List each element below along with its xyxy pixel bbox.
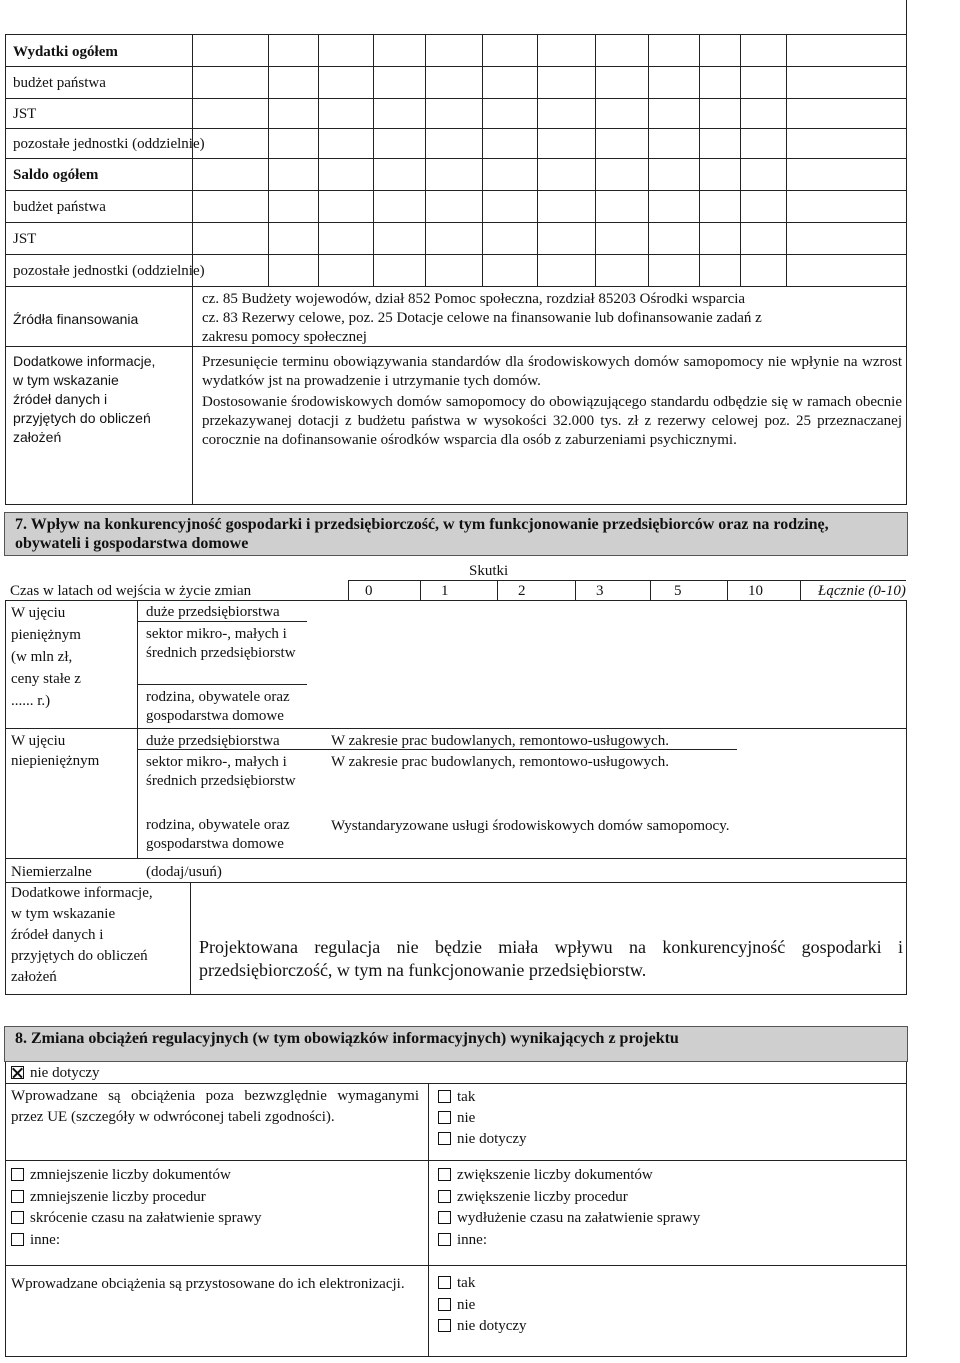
- option-fewer-documents[interactable]: zmniejszenie liczby dokumentów: [11, 1165, 262, 1187]
- sources-label: Źródła finansowania: [13, 311, 139, 327]
- section-8-header: 8. Zmiana obciążeń regulacyjnych (w tym obowiązków informacyjnych) wynikających z projektu: [4, 1026, 908, 1062]
- row-label-other-units-2: pozostałe jednostki (oddzielnie): [13, 263, 205, 279]
- q2-option-nie-dotyczy[interactable]: nie dotyczy: [438, 1316, 527, 1338]
- row-label-state-budget-2: budżet państwa: [13, 199, 106, 215]
- additional-info-label: Dodatkowe informacje, w tym wskazanie źródeł danych i przyjętych do obliczeń założeń: [13, 353, 156, 445]
- year-10: 10: [748, 583, 763, 599]
- monetary-label: W ujęciu pieniężnym (w mln zł, ceny stałe z ...... r.): [11, 605, 81, 709]
- row-label-total-expenses: Wydatki ogółem: [13, 44, 118, 60]
- nonmonetary-label: W ujęciu niepieniężnym: [11, 733, 100, 769]
- q2-text: Wprowadzane obciążenia są przystosowane do ich elektronizacji.: [11, 1276, 405, 1292]
- total-label: Łącznie (0-10): [818, 583, 906, 599]
- option-other-right[interactable]: inne:: [438, 1230, 700, 1252]
- q1-text: Wprowadzane są obciążenia poza bezwzględnie wymaganymi przez UE (szczegóły w odwróconej tabeli zgodności).: [11, 1088, 419, 1125]
- checkbox-icon: [438, 1090, 451, 1103]
- sources-line-3: zakresu pomocy społecznej: [202, 329, 367, 345]
- left-options: [11, 1165, 262, 1251]
- row-label-jst: JST: [13, 106, 37, 122]
- sources-line-1: cz. 85 Budżety wojewodów, dział 852 Pomoc społeczna, rozdział 85203 Ośrodki wsparcia: [202, 291, 746, 307]
- unmeasurable-value[interactable]: (dodaj/usuń): [146, 864, 222, 880]
- s7-additional-text: Projektowana regulacja nie będzie miała wpływu na konkurencyjność gospodarki i przedsiębiorczość, w tym na funkcjonowanie przedsiębiorstw.: [199, 937, 903, 980]
- checkbox-icon: [11, 1168, 24, 1181]
- monetary-row-sme: sektor mikro-, małych i średnich przedsiębiorstw: [146, 626, 296, 661]
- nonmonetary-text-households: Wystandaryzowane usługi środowiskowych domów samopomocy.: [331, 818, 730, 834]
- checked-checkbox-icon: [11, 1066, 24, 1079]
- checkbox-icon: [438, 1111, 451, 1124]
- q1-option-tak[interactable]: tak: [438, 1087, 527, 1108]
- not-applicable-option[interactable]: nie dotyczy: [11, 1064, 100, 1082]
- section-7-header: 7. Wpływ na konkurencyjność gospodarki i przedsiębiorczość, w tym funkcjonowanie przedsiębiorców oraz na rodzinę, obywateli i gospodarstwa domowe: [4, 512, 908, 556]
- checkbox-icon: [11, 1211, 24, 1224]
- checkbox-icon: [11, 1233, 24, 1246]
- checkbox-icon: [438, 1298, 451, 1311]
- nonmonetary-row-large: duże przedsiębiorstwa: [146, 733, 280, 749]
- year-3: 3: [596, 583, 604, 599]
- q2-options: [438, 1273, 527, 1338]
- option-shorter-time[interactable]: skrócenie czasu na załatwienie sprawy: [11, 1208, 262, 1230]
- checkbox-icon: [11, 1190, 24, 1203]
- nonmonetary-row-households: rodzina, obywatele oraz gospodarstwa domowe: [146, 817, 290, 852]
- right-options: [438, 1165, 700, 1251]
- option-longer-time[interactable]: wydłużenie czasu na załatwienie sprawy: [438, 1208, 700, 1230]
- q1-option-nie[interactable]: nie: [438, 1108, 527, 1129]
- checkbox-icon: [438, 1233, 451, 1246]
- checkbox-icon: [438, 1168, 451, 1181]
- row-label-state-budget: budżet państwa: [13, 75, 106, 91]
- skutki-label: Skutki: [469, 563, 509, 579]
- option-more-procedures[interactable]: zwiększenie liczby procedur: [438, 1187, 700, 1209]
- checkbox-icon: [438, 1211, 451, 1224]
- monetary-row-large: duże przedsiębiorstwa: [146, 604, 280, 620]
- row-label-total-balance: Saldo ogółem: [13, 167, 99, 183]
- year-2: 2: [518, 583, 526, 599]
- time-label: Czas w latach od wejścia w życie zmian: [10, 583, 252, 599]
- additional-info-text-2: Dostosowanie środowiskowych domów samopomocy do obowiązującego standardu odbędzie się w ramach obecnie przekazywanej dotacji z budżetu państwa w wysokości 32.000 tys. zł z rezerwy celowej poz. 25 przeznaczanej corocznie na dofinansowanie ośrodków wsparcia dla osób z zaburzeniami psychicznymi.: [202, 394, 902, 448]
- option-other-left[interactable]: inne:: [11, 1230, 262, 1252]
- nonmonetary-text-large: W zakresie prac budowlanych, remontowo-usługowych.: [331, 733, 669, 749]
- nonmonetary-row-sme: sektor mikro-, małych i średnich przedsiębiorstw: [146, 754, 296, 789]
- year-1: 1: [441, 583, 449, 599]
- checkbox-icon: [438, 1276, 451, 1289]
- q2-option-tak[interactable]: tak: [438, 1273, 527, 1295]
- row-label-other-units: pozostałe jednostki (oddzielnie): [13, 136, 205, 152]
- year-5: 5: [674, 583, 682, 599]
- q2-option-nie[interactable]: nie: [438, 1295, 527, 1317]
- monetary-row-households: rodzina, obywatele oraz gospodarstwa domowe: [146, 689, 290, 724]
- year-0: 0: [365, 583, 373, 599]
- option-more-documents[interactable]: zwiększenie liczby dokumentów: [438, 1165, 700, 1187]
- option-fewer-procedures[interactable]: zmniejszenie liczby procedur: [11, 1187, 262, 1209]
- unmeasurable-label: Niemierzalne: [11, 864, 92, 880]
- q1-option-nie-dotyczy[interactable]: nie dotyczy: [438, 1129, 527, 1150]
- checkbox-icon: [438, 1319, 451, 1332]
- additional-info-text-1: Przesunięcie terminu obowiązywania standardów dla środowiskowych domów samopomocy nie wpłynie na wzrost wydatków jst na prowadzenie i utrzymanie tych domów.: [202, 354, 902, 389]
- row-label-jst-2: JST: [13, 231, 37, 247]
- s7-additional-label: Dodatkowe informacje, w tym wskazanie źródeł danych i przyjętych do obliczeń założeń: [11, 885, 153, 985]
- q1-options: [438, 1087, 527, 1150]
- nonmonetary-text-sme: W zakresie prac budowlanych, remontowo-usługowych.: [331, 754, 669, 770]
- sources-line-2: cz. 83 Rezerwy celowe, poz. 25 Dotacje celowe na finansowanie lub dofinansowanie zadań z: [202, 310, 762, 326]
- checkbox-icon: [438, 1132, 451, 1145]
- checkbox-icon: [438, 1190, 451, 1203]
